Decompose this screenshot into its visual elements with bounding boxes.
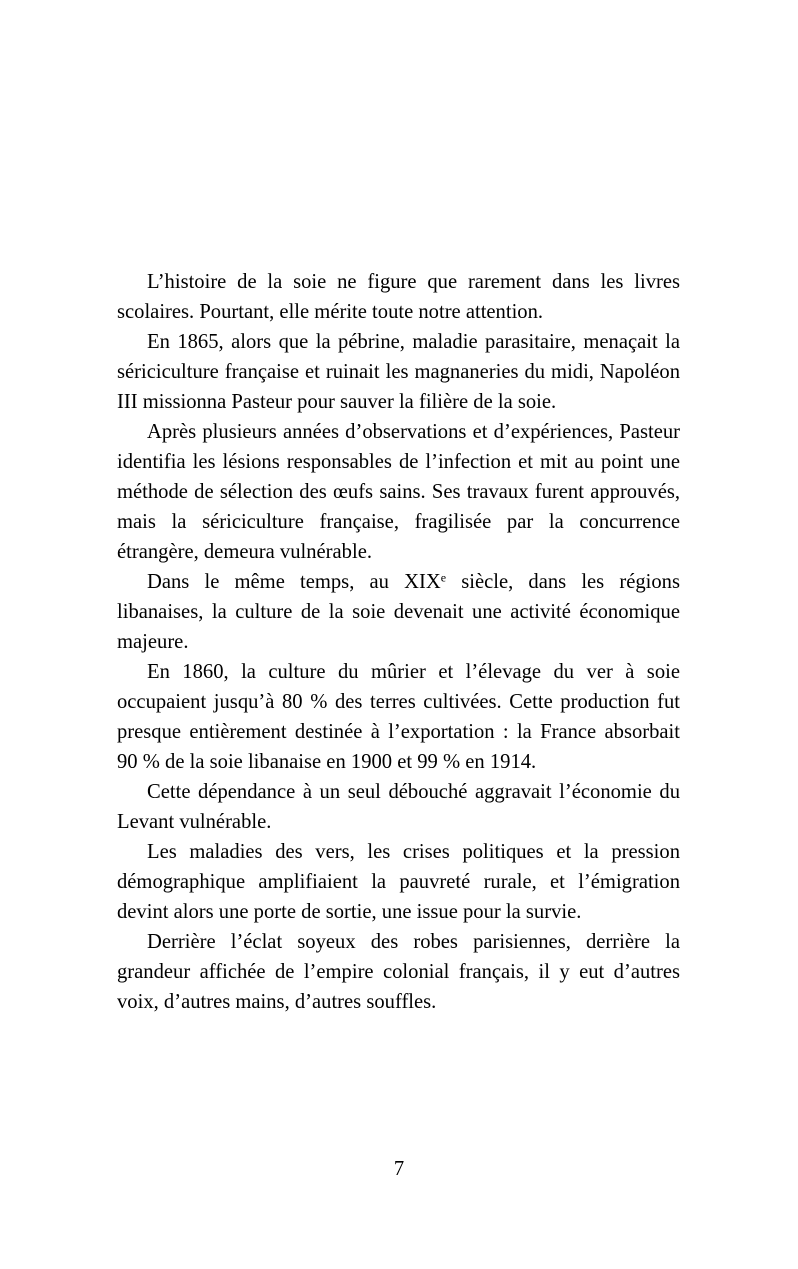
page-body — [117, 267, 680, 1017]
paragraph-4-start: Dans le même temps, au XIX — [147, 571, 441, 593]
paragraph-1: L’histoire de la soie ne figure que rarement dans les livres scolaires. Pourtant, elle mérite toute notre attention. — [117, 271, 680, 323]
paragraph-4 — [117, 567, 680, 657]
paragraph-5: En 1860, la culture du mûrier et l’élevage du ver à soie occupaient jusqu’à 80 % des terres cultivées. Cette production fut presque entièrement destinée à l’exportation : la France absorbait 90 % de la soie libanaise en 1900 et 99 % en 1914. — [117, 661, 680, 773]
paragraph-7: Les maladies des vers, les crises politiques et la pression démographique amplifiaient la pauvreté rurale, et l’émigration devint alors une porte de sortie, une issue pour la survie. — [117, 841, 680, 923]
paragraph-8: Derrière l’éclat soyeux des robes parisiennes, derrière la grandeur affichée de l’empire colonial français, il y eut d’autres voix, d’autres mains, d’autres souffles. — [117, 931, 680, 1013]
paragraph-3: Après plusieurs années d’observations et d’expériences, Pasteur identifia les lésions responsables de l’infection et mit au point une méthode de sélection des œufs sains. Ses travaux furent approuvés, mais la sériciculture française, fragilisée par la concurrence étrangère, demeura vulnérable. — [117, 421, 680, 563]
century-superscript: e — [440, 570, 447, 585]
paragraph-6: Cette dépendance à un seul débouché aggravait l’économie du Levant vulnérable. — [117, 781, 680, 833]
paragraph-2: En 1865, alors que la pébrine, maladie parasitaire, menaçait la sériciculture française et ruinait les magnaneries du midi, Napoléon III missionna Pasteur pour sauver la filière de la soie. — [117, 331, 680, 413]
page-number: 7 — [393, 1158, 405, 1180]
paragraph-4-end: siècle, dans les régions libanaises, la culture de la soie devenait une activité économique majeure. — [117, 571, 680, 653]
